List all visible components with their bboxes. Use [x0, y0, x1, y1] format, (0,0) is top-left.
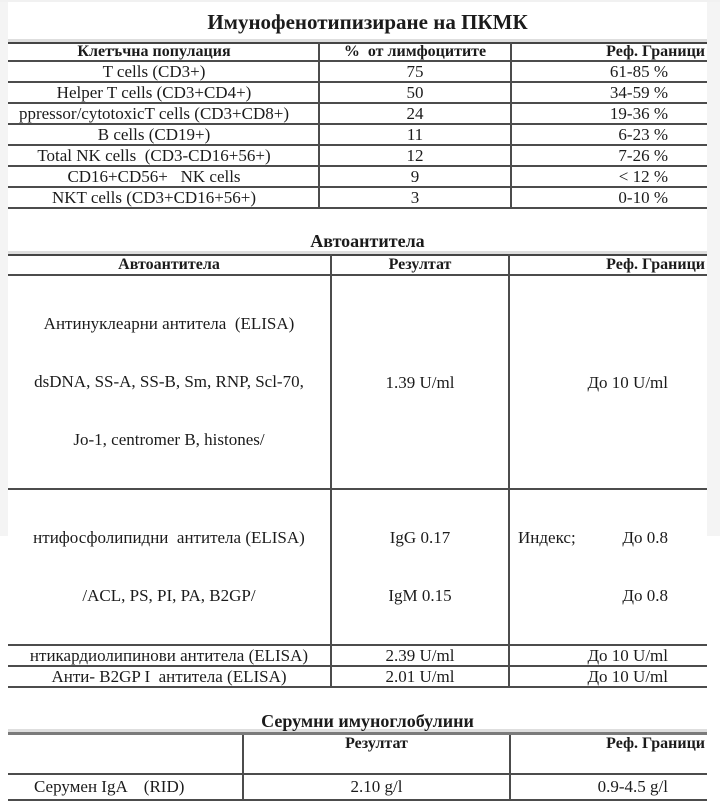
table-header-row [8, 734, 707, 775]
cell-ref-range: До 10 U/ml [509, 666, 707, 687]
page-edge-top [0, 0, 720, 2]
cell-autoantibody: Анти- B2GP I антитела (ELISA) [51, 667, 287, 686]
cell-ref-range: 19-36 % [511, 103, 707, 124]
cell-ref-range: 61-85 % [511, 61, 707, 82]
antibody-name-line: нтифосфолипидни антитела (ELISA) [33, 528, 305, 547]
cell-ref-range: 0.9-4.5 g/l [510, 774, 707, 800]
cell-ref-range: До 10 U/ml [509, 275, 707, 489]
cell-result: 2.01 U/ml [331, 666, 509, 687]
cell-ref-range: < 12 % [511, 166, 707, 187]
section-title-autoantibodies: Автоантитела [310, 231, 425, 251]
cell-percent: 3 [319, 187, 511, 208]
result-line: IgG 0.17 [389, 528, 451, 547]
antibody-name-line: /ACL, PS, PI, PA, B2GP/ [82, 586, 256, 605]
table-row [8, 61, 707, 82]
column-header-ref-range: Реф. Граници [509, 255, 707, 275]
cell-ref-range [509, 489, 707, 645]
cell-population: Helper T cells (CD3+CD4+) [56, 83, 252, 102]
cell-percent: 75 [319, 61, 511, 82]
column-header-autoantibody: Автоантитела [118, 256, 220, 273]
table-row [8, 645, 707, 666]
cell-percent: 12 [319, 145, 511, 166]
cell-population: NKT cells (CD3+CD16+56+) [51, 188, 257, 207]
cell-percent: 11 [319, 124, 511, 145]
table-row [8, 82, 707, 103]
document-content [8, 0, 707, 801]
column-header-result: Резултат [331, 255, 509, 275]
table-row [8, 166, 707, 187]
antibody-name-line: Антинуклеарни антитела (ELISA) [43, 314, 295, 333]
immunophenotyping-table [8, 42, 707, 209]
column-header-empty [8, 734, 243, 775]
antibody-name-line: Jo-1, centromer B, histones/ [73, 430, 265, 449]
cell-population: CD16+CD56+ NK cells [67, 167, 241, 186]
cell-ref-range: 34-59 % [511, 82, 707, 103]
table-row [8, 145, 707, 166]
cell-ref-range: 7-26 % [511, 145, 707, 166]
column-header-percent-lymphocytes: % от лимфоцитите [319, 43, 511, 61]
cell-ref-range: 0-10 % [511, 187, 707, 208]
column-header-cell-population: Клетъчна популация [77, 43, 231, 60]
table-header-row [8, 43, 707, 61]
table-header-row [8, 255, 707, 275]
result-line: IgM 0.15 [388, 586, 452, 605]
page-edge-right [707, 0, 720, 536]
autoantibodies-table [8, 254, 707, 688]
ref-range-line [510, 528, 668, 548]
cell-ref-range: До 10 U/ml [509, 645, 707, 666]
cell-population: Total NK cells (CD3-CD16+56+) [37, 146, 271, 165]
cell-analyte: Серумен IgA (RID) [34, 777, 185, 796]
index-label: Индекс; [518, 528, 576, 547]
cell-result: 2.10 g/l [243, 774, 510, 800]
page-title: Имунофенотипизиране на ПКМК [207, 10, 528, 34]
cell-autoantibody [8, 489, 331, 645]
table-row [8, 187, 707, 208]
cell-ref-range: 6-23 % [511, 124, 707, 145]
table-row [8, 275, 707, 489]
cell-autoantibody: нтикардиолипинови антитела (ELISA) [29, 646, 309, 665]
column-header-ref-range: Реф. Граници [510, 734, 707, 775]
column-header-ref-range: Реф. Граници [511, 43, 707, 61]
cell-result [331, 489, 509, 645]
section-title-serum-immunoglobulins: Серумни имуноглобулини [261, 711, 474, 731]
cell-result: 2.39 U/ml [331, 645, 509, 666]
table-row [8, 489, 707, 645]
cell-population: ppressor/cytotoxicT cells (CD3+CD8+) [18, 104, 290, 123]
serum-immunoglobulins-table [8, 732, 707, 801]
page-edge-left [0, 0, 8, 536]
ref-range-line: До 0.8 [622, 586, 668, 605]
table-row [8, 124, 707, 145]
cell-autoantibody [8, 275, 331, 489]
table-row [8, 103, 707, 124]
cell-result: 1.39 U/ml [331, 275, 509, 489]
antibody-name-line: dsDNA, SS-A, SS-B, Sm, RNP, Scl-70, [34, 372, 304, 391]
table-row [8, 774, 707, 800]
cell-percent: 9 [319, 166, 511, 187]
cell-percent: 50 [319, 82, 511, 103]
cell-population: B cells (CD19+) [97, 125, 211, 144]
cell-percent: 24 [319, 103, 511, 124]
cell-population: T cells (CD3+) [102, 62, 206, 81]
column-header-result: Резултат [243, 734, 510, 775]
table-row [8, 666, 707, 687]
ref-range-value: До 0.8 [622, 528, 668, 547]
